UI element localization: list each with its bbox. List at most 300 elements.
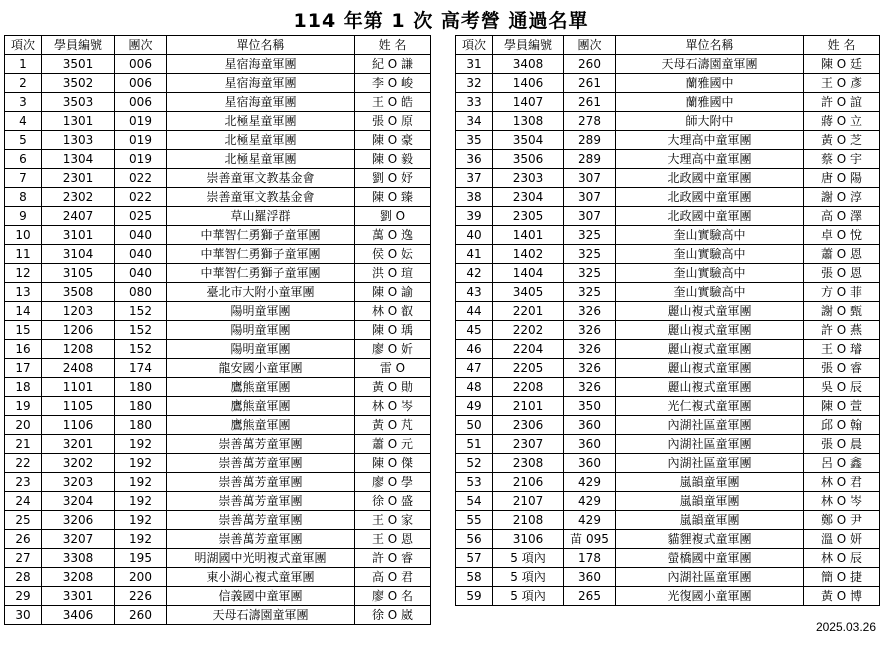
cell-index: 40 [456, 226, 493, 245]
table-row [456, 397, 880, 416]
cell-member-id: 3508 [42, 283, 115, 302]
cell-unit: 麗山複式童軍團 [616, 378, 804, 397]
cell-member-id: 3301 [42, 587, 115, 606]
cell-index: 29 [5, 587, 42, 606]
table-row [5, 321, 431, 340]
cell-index: 33 [456, 93, 493, 112]
table-row [456, 74, 880, 93]
cell-troop: 307 [564, 188, 616, 207]
cell-troop: 325 [564, 245, 616, 264]
cell-unit: 奎山實驗高中 [616, 226, 804, 245]
cell-troop: 178 [564, 549, 616, 568]
cell-name: 謝 O 甄 [804, 302, 880, 321]
cell-index: 43 [456, 283, 493, 302]
cell-unit: 北政國中童軍團 [616, 169, 804, 188]
cell-unit: 蘭雅國中 [616, 93, 804, 112]
table-row [5, 112, 431, 131]
cell-name: 張 O 恩 [804, 264, 880, 283]
cell-member-id: 3207 [42, 530, 115, 549]
cell-index: 20 [5, 416, 42, 435]
cell-member-id: 2308 [493, 454, 564, 473]
table-row [456, 169, 880, 188]
header-troop: 團次 [564, 36, 616, 55]
table-row [456, 511, 880, 530]
cell-unit: 鷹熊童軍團 [167, 378, 355, 397]
cell-index: 53 [456, 473, 493, 492]
table-row [456, 340, 880, 359]
table-row [456, 264, 880, 283]
cell-member-id: 3206 [42, 511, 115, 530]
cell-member-id: 1203 [42, 302, 115, 321]
table-row [5, 207, 431, 226]
cell-troop: 326 [564, 321, 616, 340]
cell-name: 許 O 睿 [355, 549, 431, 568]
cell-member-id: 3202 [42, 454, 115, 473]
cell-name: 陳 O 傑 [355, 454, 431, 473]
header-name: 姓 名 [804, 36, 880, 55]
table-row [456, 321, 880, 340]
cell-index: 12 [5, 264, 42, 283]
cell-name: 林 O 叡 [355, 302, 431, 321]
cell-troop: 152 [115, 321, 167, 340]
cell-index: 35 [456, 131, 493, 150]
cell-member-id: 2107 [493, 492, 564, 511]
header-troop: 團次 [115, 36, 167, 55]
cell-index: 7 [5, 169, 42, 188]
cell-name: 徐 O 崴 [355, 606, 431, 625]
table-row [5, 435, 431, 454]
cell-unit: 北政國中童軍團 [616, 207, 804, 226]
cell-unit: 內湖社區童軍團 [616, 416, 804, 435]
cell-index: 51 [456, 435, 493, 454]
cell-index: 27 [5, 549, 42, 568]
cell-unit: 貓貍複式童軍團 [616, 530, 804, 549]
cell-troop: 022 [115, 188, 167, 207]
table-row [5, 606, 431, 625]
table-row [5, 454, 431, 473]
cell-index: 16 [5, 340, 42, 359]
table-row [5, 340, 431, 359]
table-row [456, 302, 880, 321]
cell-troop: 360 [564, 568, 616, 587]
table-row [456, 378, 880, 397]
cell-member-id: 3504 [493, 131, 564, 150]
cell-unit: 中華智仁勇獅子童軍團 [167, 226, 355, 245]
table-row [5, 397, 431, 416]
table-row [456, 93, 880, 112]
cell-name: 邱 O 翰 [804, 416, 880, 435]
cell-unit: 明湖國中光明複式童軍團 [167, 549, 355, 568]
cell-troop: 226 [115, 587, 167, 606]
cell-index: 2 [5, 74, 42, 93]
cell-name: 林 O 辰 [804, 549, 880, 568]
table-row [5, 549, 431, 568]
cell-index: 49 [456, 397, 493, 416]
cell-index: 36 [456, 150, 493, 169]
cell-unit: 崇善萬芳童軍團 [167, 454, 355, 473]
cell-index: 21 [5, 435, 42, 454]
cell-index: 41 [456, 245, 493, 264]
cell-name: 雷 O [355, 359, 431, 378]
cell-index: 23 [5, 473, 42, 492]
cell-index: 14 [5, 302, 42, 321]
cell-unit: 大理高中童軍團 [616, 131, 804, 150]
cell-name: 徐 O 盛 [355, 492, 431, 511]
cell-name: 陳 O 諭 [355, 283, 431, 302]
cell-troop: 289 [564, 131, 616, 150]
table-row [456, 435, 880, 454]
table-row [5, 492, 431, 511]
cell-member-id: 1407 [493, 93, 564, 112]
cell-troop: 006 [115, 55, 167, 74]
cell-unit: 北極星童軍團 [167, 131, 355, 150]
roster-body-right [456, 55, 880, 606]
cell-unit: 奎山實驗高中 [616, 283, 804, 302]
cell-index: 10 [5, 226, 42, 245]
cell-member-id: 3503 [42, 93, 115, 112]
cell-troop: 429 [564, 492, 616, 511]
cell-index: 31 [456, 55, 493, 74]
cell-troop: 192 [115, 492, 167, 511]
roster-body-left [5, 55, 431, 625]
cell-name: 侯 O 妘 [355, 245, 431, 264]
cell-unit: 陽明童軍團 [167, 302, 355, 321]
table-row [456, 131, 880, 150]
cell-name: 洪 O 瑄 [355, 264, 431, 283]
cell-name: 劉 O 妤 [355, 169, 431, 188]
table-row [456, 207, 880, 226]
cell-troop: 326 [564, 378, 616, 397]
cell-member-id: 1101 [42, 378, 115, 397]
cell-index: 1 [5, 55, 42, 74]
cell-troop: 265 [564, 587, 616, 606]
cell-name: 黃 O 芝 [804, 131, 880, 150]
cell-troop: 360 [564, 435, 616, 454]
cell-troop: 040 [115, 245, 167, 264]
cell-name: 高 O 君 [355, 568, 431, 587]
cell-unit: 北極星童軍團 [167, 112, 355, 131]
cell-member-id: 3501 [42, 55, 115, 74]
cell-troop: 325 [564, 226, 616, 245]
cell-index: 39 [456, 207, 493, 226]
table-row [5, 245, 431, 264]
cell-member-id: 1404 [493, 264, 564, 283]
cell-index: 24 [5, 492, 42, 511]
cell-index: 26 [5, 530, 42, 549]
cell-index: 48 [456, 378, 493, 397]
cell-unit: 麗山複式童軍團 [616, 302, 804, 321]
cell-member-id: 2101 [493, 397, 564, 416]
cell-unit: 天母石濤園童軍團 [167, 606, 355, 625]
cell-index: 42 [456, 264, 493, 283]
table-row [5, 169, 431, 188]
issue-date: 2025.03.26 [815, 620, 876, 634]
cell-troop: 192 [115, 473, 167, 492]
cell-name: 卓 O 悅 [804, 226, 880, 245]
cell-index: 28 [5, 568, 42, 587]
table-row [456, 150, 880, 169]
cell-unit: 鷹熊童軍團 [167, 416, 355, 435]
cell-troop: 006 [115, 93, 167, 112]
cell-member-id: 3406 [42, 606, 115, 625]
cell-member-id: 2301 [42, 169, 115, 188]
cell-index: 6 [5, 150, 42, 169]
cell-name: 蕭 O 元 [355, 435, 431, 454]
cell-index: 22 [5, 454, 42, 473]
cell-name: 溫 O 妍 [804, 530, 880, 549]
table-row [456, 473, 880, 492]
cell-member-id: 3308 [42, 549, 115, 568]
cell-troop: 174 [115, 359, 167, 378]
cell-member-id: 5 項內 [493, 587, 564, 606]
cell-member-id: 1303 [42, 131, 115, 150]
cell-index: 37 [456, 169, 493, 188]
cell-unit: 光復國小童軍團 [616, 587, 804, 606]
cell-unit: 崇善萬芳童軍團 [167, 530, 355, 549]
cell-unit: 崇善萬芳童軍團 [167, 473, 355, 492]
cell-member-id: 2204 [493, 340, 564, 359]
cell-unit: 天母石濤園童軍團 [616, 55, 804, 74]
cell-index: 52 [456, 454, 493, 473]
cell-member-id: 2408 [42, 359, 115, 378]
table-row [5, 93, 431, 112]
cell-name: 陳 O 瑀 [355, 321, 431, 340]
cell-troop: 260 [564, 55, 616, 74]
cell-unit: 師大附中 [616, 112, 804, 131]
cell-name: 黃 O 芃 [355, 416, 431, 435]
cell-index: 56 [456, 530, 493, 549]
header-unit: 單位名稱 [167, 36, 355, 55]
cell-unit: 嵐韻童軍團 [616, 492, 804, 511]
header-unit: 單位名稱 [616, 36, 804, 55]
cell-troop: 019 [115, 112, 167, 131]
cell-troop: 326 [564, 359, 616, 378]
table-row [5, 188, 431, 207]
table-row [456, 226, 880, 245]
cell-member-id: 2201 [493, 302, 564, 321]
cell-troop: 350 [564, 397, 616, 416]
cell-name: 王 O 彥 [804, 74, 880, 93]
table-row [5, 378, 431, 397]
cell-troop: 325 [564, 283, 616, 302]
cell-unit: 北極星童軍團 [167, 150, 355, 169]
cell-name: 林 O 岑 [804, 492, 880, 511]
cell-name: 張 O 睿 [804, 359, 880, 378]
cell-index: 4 [5, 112, 42, 131]
cell-troop: 025 [115, 207, 167, 226]
cell-troop: 022 [115, 169, 167, 188]
cell-name: 蕭 O 恩 [804, 245, 880, 264]
cell-member-id: 2307 [493, 435, 564, 454]
cell-name: 張 O 晨 [804, 435, 880, 454]
page-title: 114 年第 1 次 高考營 通過名單 [293, 10, 589, 32]
cell-troop: 307 [564, 207, 616, 226]
cell-member-id: 3203 [42, 473, 115, 492]
cell-unit: 鷹熊童軍團 [167, 397, 355, 416]
cell-troop: 278 [564, 112, 616, 131]
header-member-id: 學員編號 [42, 36, 115, 55]
cell-troop: 326 [564, 340, 616, 359]
header-index: 項次 [5, 36, 42, 55]
cell-member-id: 2208 [493, 378, 564, 397]
cell-index: 13 [5, 283, 42, 302]
cell-unit: 崇善萬芳童軍團 [167, 511, 355, 530]
cell-name: 許 O 誼 [804, 93, 880, 112]
cell-troop: 192 [115, 511, 167, 530]
cell-name: 李 O 峻 [355, 74, 431, 93]
cell-troop: 289 [564, 150, 616, 169]
cell-name: 許 O 燕 [804, 321, 880, 340]
cell-index: 38 [456, 188, 493, 207]
cell-troop: 080 [115, 283, 167, 302]
cell-index: 55 [456, 511, 493, 530]
cell-member-id: 3201 [42, 435, 115, 454]
table-row [5, 74, 431, 93]
table-row [456, 55, 880, 74]
cell-member-id: 2302 [42, 188, 115, 207]
header-name: 姓 名 [355, 36, 431, 55]
table-row [5, 416, 431, 435]
cell-unit: 龍安國小童軍團 [167, 359, 355, 378]
cell-unit: 麗山複式童軍團 [616, 340, 804, 359]
cell-member-id: 5 項內 [493, 549, 564, 568]
table-row [5, 511, 431, 530]
table-row [456, 568, 880, 587]
cell-index: 9 [5, 207, 42, 226]
cell-member-id: 1304 [42, 150, 115, 169]
cell-unit: 蘭雅國中 [616, 74, 804, 93]
cell-unit: 星宿海童軍團 [167, 74, 355, 93]
cell-unit: 草山羅浮群 [167, 207, 355, 226]
table-row [5, 283, 431, 302]
cell-member-id: 3208 [42, 568, 115, 587]
cell-name: 王 O 家 [355, 511, 431, 530]
cell-index: 54 [456, 492, 493, 511]
cell-name: 吳 O 辰 [804, 378, 880, 397]
table-row [5, 587, 431, 606]
cell-index: 44 [456, 302, 493, 321]
cell-index: 32 [456, 74, 493, 93]
cell-troop: 200 [115, 568, 167, 587]
cell-member-id: 1106 [42, 416, 115, 435]
cell-index: 17 [5, 359, 42, 378]
cell-troop: 360 [564, 416, 616, 435]
cell-member-id: 1406 [493, 74, 564, 93]
cell-name: 方 O 菲 [804, 283, 880, 302]
cell-troop: 192 [115, 530, 167, 549]
table-row [5, 473, 431, 492]
cell-troop: 261 [564, 93, 616, 112]
table-row [456, 530, 880, 549]
cell-member-id: 3502 [42, 74, 115, 93]
cell-unit: 陽明童軍團 [167, 321, 355, 340]
cell-troop: 261 [564, 74, 616, 93]
cell-index: 34 [456, 112, 493, 131]
table-row [456, 283, 880, 302]
cell-name: 王 O 皓 [355, 93, 431, 112]
table-row [456, 188, 880, 207]
cell-unit: 大理高中童軍團 [616, 150, 804, 169]
header-index: 項次 [456, 36, 493, 55]
cell-name: 陳 O 廷 [804, 55, 880, 74]
cell-name: 王 O 璿 [804, 340, 880, 359]
cell-troop: 180 [115, 416, 167, 435]
cell-name: 林 O 岑 [355, 397, 431, 416]
cell-name: 黃 O 勛 [355, 378, 431, 397]
table-row [456, 112, 880, 131]
cell-name: 謝 O 淳 [804, 188, 880, 207]
cell-index: 47 [456, 359, 493, 378]
table-row [5, 264, 431, 283]
cell-index: 50 [456, 416, 493, 435]
cell-troop: 006 [115, 74, 167, 93]
table-row [456, 359, 880, 378]
cell-troop: 307 [564, 169, 616, 188]
cell-troop: 040 [115, 226, 167, 245]
cell-member-id: 2305 [493, 207, 564, 226]
cell-unit: 星宿海童軍團 [167, 93, 355, 112]
cell-unit: 臺北市大附小童軍團 [167, 283, 355, 302]
table-header-row [456, 36, 880, 55]
table-row [456, 454, 880, 473]
cell-name: 萬 O 逸 [355, 226, 431, 245]
cell-index: 5 [5, 131, 42, 150]
cell-unit: 東小湖心複式童軍團 [167, 568, 355, 587]
cell-troop: 180 [115, 378, 167, 397]
cell-troop: 152 [115, 302, 167, 321]
cell-member-id: 1206 [42, 321, 115, 340]
cell-troop: 019 [115, 150, 167, 169]
cell-name: 高 O 澤 [804, 207, 880, 226]
cell-member-id: 1402 [493, 245, 564, 264]
table-row [456, 492, 880, 511]
cell-troop: 152 [115, 340, 167, 359]
cell-unit: 內湖社區童軍團 [616, 435, 804, 454]
cell-member-id: 3106 [493, 530, 564, 549]
cell-member-id: 1208 [42, 340, 115, 359]
table-row [5, 55, 431, 74]
cell-unit: 光仁複式童軍團 [616, 397, 804, 416]
cell-index: 46 [456, 340, 493, 359]
table-row [5, 530, 431, 549]
cell-name: 林 O 君 [804, 473, 880, 492]
table-row [5, 359, 431, 378]
cell-member-id: 3204 [42, 492, 115, 511]
cell-unit: 北政國中童軍團 [616, 188, 804, 207]
cell-member-id: 1401 [493, 226, 564, 245]
cell-member-id: 2303 [493, 169, 564, 188]
table-row [5, 302, 431, 321]
cell-troop: 260 [115, 606, 167, 625]
cell-unit: 崇善童軍文教基金會 [167, 188, 355, 207]
cell-name: 劉 O [355, 207, 431, 226]
cell-unit: 信義國中童軍團 [167, 587, 355, 606]
cell-troop: 429 [564, 511, 616, 530]
cell-name: 廖 O 名 [355, 587, 431, 606]
cell-unit: 內湖社區童軍團 [616, 454, 804, 473]
cell-troop: 180 [115, 397, 167, 416]
cell-troop: 325 [564, 264, 616, 283]
cell-name: 廖 O 學 [355, 473, 431, 492]
cell-index: 3 [5, 93, 42, 112]
cell-name: 呂 O 鑫 [804, 454, 880, 473]
cell-troop: 019 [115, 131, 167, 150]
cell-troop: 360 [564, 454, 616, 473]
cell-name: 唐 O 陽 [804, 169, 880, 188]
cell-index: 19 [5, 397, 42, 416]
cell-member-id: 2304 [493, 188, 564, 207]
cell-index: 59 [456, 587, 493, 606]
